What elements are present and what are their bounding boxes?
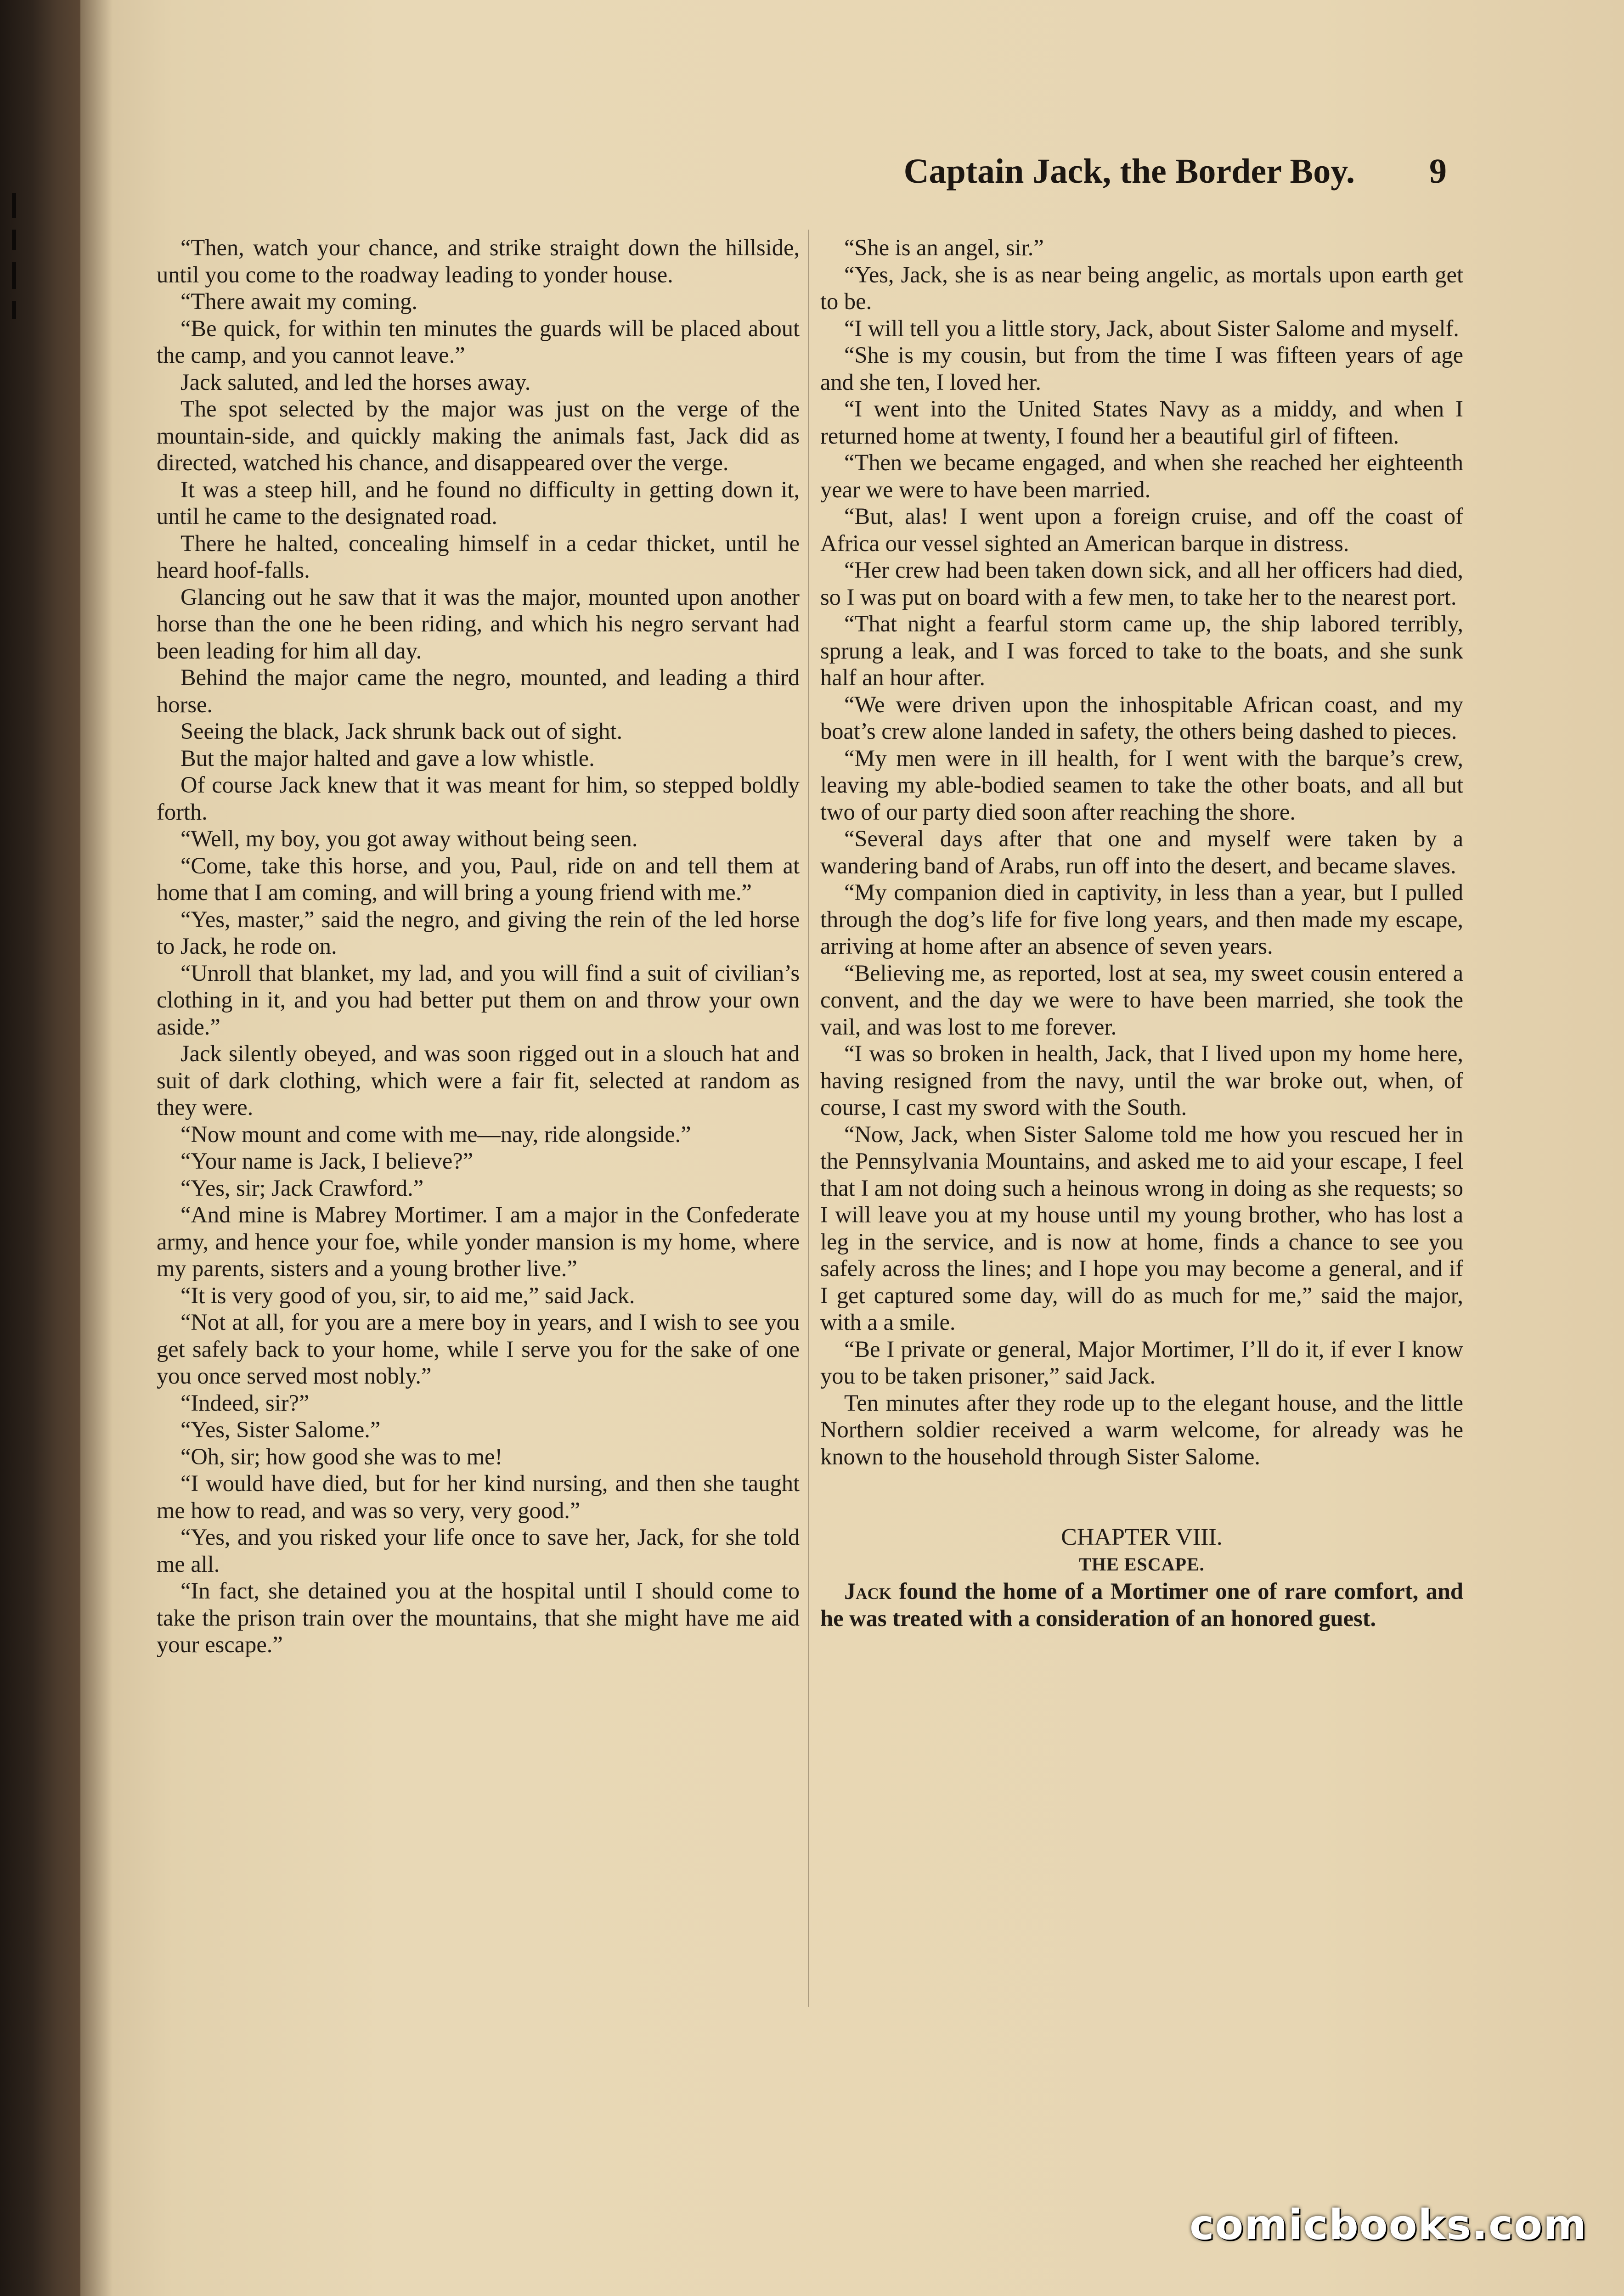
chapter-lead-word: Jack bbox=[844, 1578, 892, 1604]
chapter-opening-text: found the home of a Mortimer one of rare comfort, and he was treated with a consideration of an honored guest. bbox=[820, 1578, 1463, 1631]
paragraph: “Be I private or general, Major Mortimer, I’ll do it, if ever I know you to be taken prisoner,” said Jack. bbox=[820, 1336, 1463, 1389]
paragraph: “Now mount and come with me—nay, ride alongside.” bbox=[180, 1121, 691, 1147]
paragraph: “Not at all, for you are a mere boy in years, and I wish to see you get safely back to your home, while I serve you for the sake of one you once served most nobly.” bbox=[157, 1309, 800, 1389]
paragraph: Behind the major came the negro, mounted, and leading a third horse. bbox=[157, 664, 800, 717]
paragraph: “Yes, master,” said the negro, and giving the rein of the led horse to Jack, he rode on. bbox=[157, 906, 800, 959]
paragraph: “She is my cousin, but from the time I was fifteen years of age and she ten, I loved her. bbox=[820, 342, 1463, 395]
paragraph: “Unroll that blanket, my lad, and you will find a suit of civilian’s clothing in it, and you had better put them on and throw your own aside.” bbox=[157, 960, 800, 1040]
paragraph: Jack saluted, and led the horses away. bbox=[180, 369, 531, 395]
book-page bbox=[80, 0, 1624, 2296]
spine-mark bbox=[12, 193, 16, 218]
paragraph: “There await my coming. bbox=[180, 288, 418, 314]
spine-mark bbox=[12, 301, 16, 319]
page-gutter-shadow bbox=[80, 0, 113, 2296]
paragraph: “I will tell you a little story, Jack, about Sister Salome and myself. bbox=[844, 315, 1459, 341]
paragraph: There he halted, concealing himself in a cedar thicket, until he heard hoof-falls. bbox=[157, 530, 800, 583]
paragraph: “I would have died, but for her kind nursing, and then she taught me how to read, and was so very, very good.” bbox=[157, 1470, 800, 1523]
spine-mark bbox=[12, 230, 16, 250]
paragraph: “Come, take this horse, and you, Paul, ride on and tell them at home that I am coming, and will bring a young friend with me.” bbox=[157, 852, 800, 905]
paragraph: Glancing out he saw that it was the major, mounted upon another horse than the one he been riding, and which his negro servant had been leading for him all day. bbox=[157, 584, 800, 664]
paragraph: Seeing the black, Jack shrunk back out of sight. bbox=[180, 718, 623, 744]
paragraph: “Yes, Sister Salome.” bbox=[180, 1417, 381, 1442]
paragraph: “Then we became engaged, and when she reached her eighteenth year we were to have been married. bbox=[820, 450, 1463, 502]
page-number: 9 bbox=[1429, 152, 1447, 191]
paragraph: Ten minutes after they rode up to the elegant house, and the little Northern soldier received a warm welcome, for already was he known to the household through Sister Salome. bbox=[820, 1390, 1463, 1469]
book-spine-edge bbox=[0, 0, 80, 2296]
paragraph: “Indeed, sir?” bbox=[180, 1390, 310, 1416]
chapter-opening-paragraph bbox=[820, 1578, 1463, 1632]
paragraph: “Oh, sir; how good she was to me! bbox=[180, 1443, 503, 1469]
paragraph: “And mine is Mabrey Mortimer. I am a major in the Confederate army, and hence your foe, while yonder mansion is my home, where my parents, sisters and a young brother live.” bbox=[157, 1202, 800, 1281]
right-column-paragraphs bbox=[820, 234, 1463, 1470]
paragraph: “Then, watch your chance, and strike straight down the hillside, until you come to the roadway leading to yonder house. bbox=[157, 235, 800, 287]
paragraph: “We were driven upon the inhospitable African coast, and my boat’s crew alone landed in safety, the others being dashed to pieces. bbox=[820, 691, 1463, 744]
paragraph: Of course Jack knew that it was meant for him, so stepped boldly forth. bbox=[157, 772, 800, 825]
watermark: comicbooks.com bbox=[1190, 2201, 1587, 2249]
paragraph: “My companion died in captivity, in less than a year, but I pulled through the dog’s life for five long years, and then made my escape, arriving at home after an absence of seven years. bbox=[820, 879, 1463, 959]
paragraph: “Yes, Jack, she is as near being angelic, as mortals upon earth get to be. bbox=[820, 261, 1463, 314]
paragraph: “Well, my boy, you got away without being seen. bbox=[180, 826, 638, 851]
paragraph: “Be quick, for within ten minutes the guards will be placed about the camp, and you cannot leave.” bbox=[157, 315, 800, 368]
paragraph: “My men were in ill health, for I went with the barque’s crew, leaving my able-bodied seamen to take the other boats, and all but two of our party died soon after reaching the shore. bbox=[820, 745, 1463, 825]
paragraph: “I went into the United States Navy as a middy, and when I returned home at twenty, I found her a beautiful girl of fifteen. bbox=[820, 396, 1463, 449]
spine-mark bbox=[12, 262, 16, 289]
paragraph: “But, alas! I went upon a foreign cruise, and off the coast of Africa our vessel sighted an American barque in distress. bbox=[820, 503, 1463, 556]
paragraph: “I was so broken in health, Jack, that I lived upon my home here, having resigned from the navy, until the war broke out, when, of course, I cast my sword with the South. bbox=[820, 1041, 1463, 1120]
paragraph: “Now, Jack, when Sister Salome told me how you rescued her in the Pennsylvania Mountains, and asked me to aid your escape, I feel that I am not doing such a heinous wrong in doing as she requests; so I will leave you at my house until my young brother, who has lost a leg in the service, and is now at home, finds a chance to see you safely across the lines; and I hope you may become a general, and if I get captured some day, will do as much for me,” said the major, with a a smile. bbox=[820, 1121, 1463, 1335]
paragraph: “In fact, she detained you at the hospital until I should come to take the prison train over the mountains, that she might have me aid your escape.” bbox=[157, 1578, 800, 1657]
paragraph: “She is an angel, sir.” bbox=[844, 235, 1044, 260]
paragraph: “Several days after that one and myself were taken by a wandering band of Arabs, run off into the desert, and became slaves. bbox=[820, 826, 1463, 878]
paragraph: But the major halted and gave a low whistle. bbox=[180, 745, 595, 771]
paragraph: “It is very good of you, sir, to aid me,” said Jack. bbox=[180, 1282, 635, 1308]
page-header bbox=[80, 152, 1447, 211]
paragraph: Jack silently obeyed, and was soon rigged out in a slouch hat and suit of dark clothing, which were a fair fit, selected at random as they were. bbox=[157, 1041, 800, 1120]
paragraph: “Your name is Jack, I believe?” bbox=[180, 1148, 474, 1174]
chapter-heading: CHAPTER VIII. bbox=[1061, 1524, 1223, 1550]
chapter-subheading: THE ESCAPE. bbox=[1079, 1553, 1205, 1575]
paragraph: “That night a fearful storm came up, the ship labored terribly, sprung a leak, and I was forced to take to the boats, and she sunk half an hour after. bbox=[820, 611, 1463, 690]
running-title: Captain Jack, the Border Boy. bbox=[903, 152, 1355, 191]
column-divider bbox=[808, 230, 809, 2007]
paragraph: “Her crew had been taken down sick, and all her officers had died, so I was put on board with a few men, to take her to the nearest port. bbox=[820, 557, 1463, 610]
paragraph: “Believing me, as reported, lost at sea, my sweet cousin entered a convent, and the day we were to have been married, she took the vail, and was lost to me forever. bbox=[820, 960, 1463, 1040]
right-text-column bbox=[820, 234, 1463, 1632]
paragraph: “Yes, sir; Jack Crawford.” bbox=[180, 1175, 424, 1201]
paragraph: “Yes, and you risked your life once to save her, Jack, for she told me all. bbox=[157, 1524, 800, 1577]
left-text-column bbox=[157, 234, 800, 1658]
paragraph: It was a steep hill, and he found no difficulty in getting down it, until he came to the designated road. bbox=[157, 476, 800, 529]
paragraph: The spot selected by the major was just on the verge of the mountain-side, and quickly making the animals fast, Jack did as directed, watched his chance, and disappeared over the verge. bbox=[157, 396, 800, 475]
